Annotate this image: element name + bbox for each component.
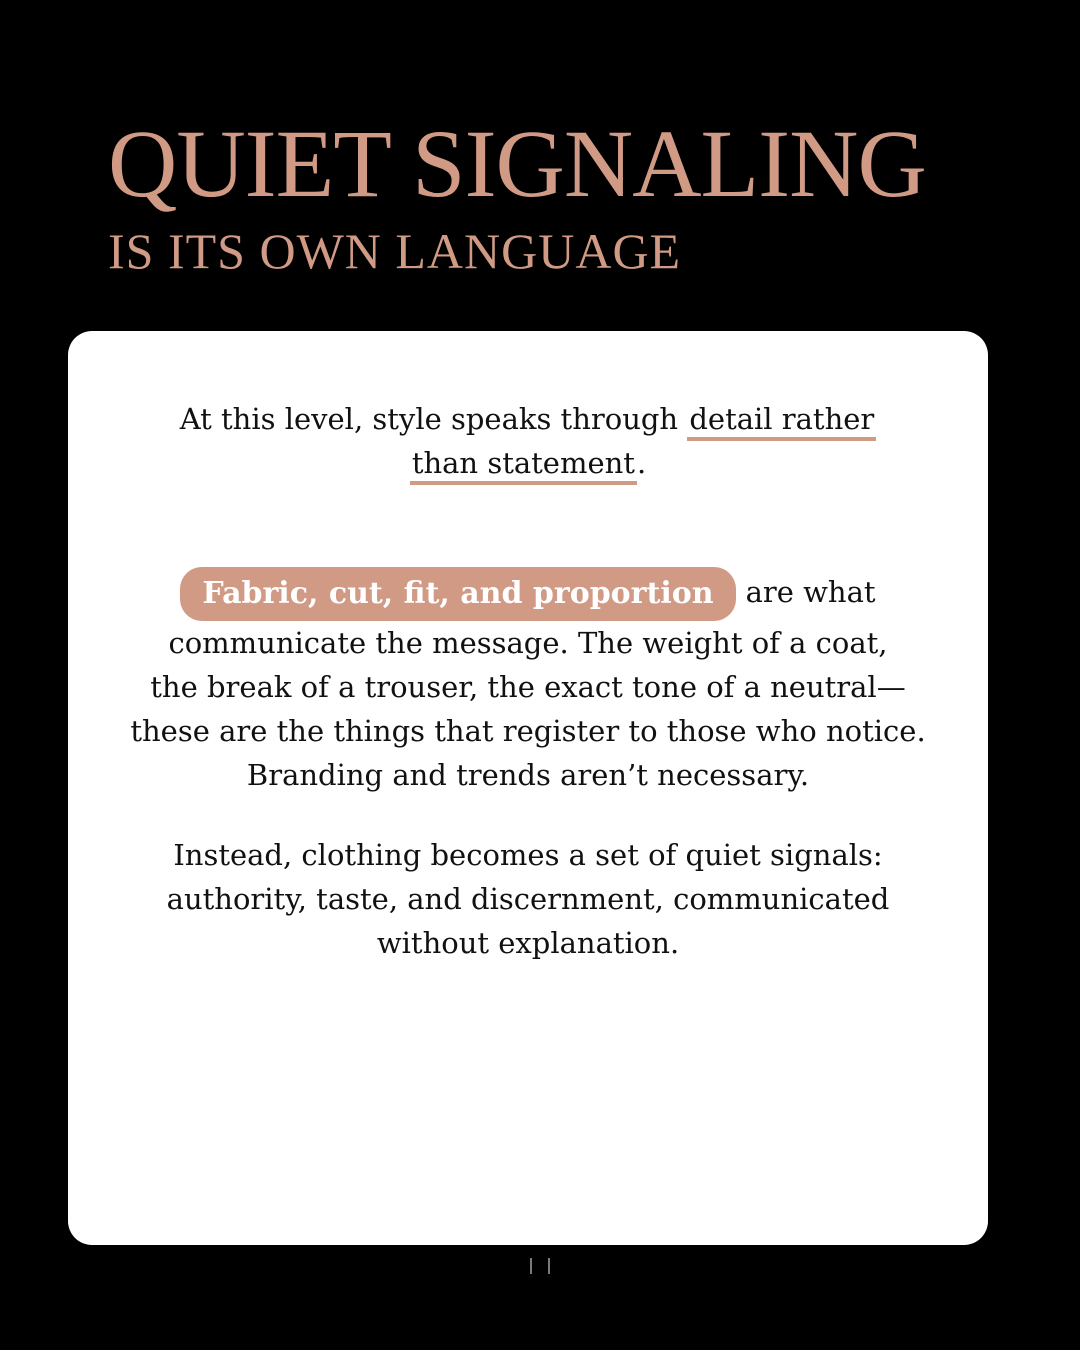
content-card [68, 331, 988, 1245]
underlined-phrase-2: than statement [410, 446, 637, 485]
intro-line-1 [68, 397, 988, 441]
underlined-phrase-1: detail rather [687, 402, 876, 441]
page-title: QUIET SIGNALING [108, 110, 926, 217]
details-line-2: communicate the message. The weight of a coat, [168, 626, 888, 660]
intro-line-2 [68, 441, 988, 485]
details-line-4: these are the things that register to those who notice. [130, 714, 926, 748]
details-line-1-rest: are what [745, 575, 876, 609]
page-indicator-bar [530, 1258, 532, 1274]
intro-text: At this level, style speaks through [179, 402, 688, 436]
page-indicator [0, 1258, 1080, 1274]
details-line-3: the break of a trouser, the exact tone of a neutral— [150, 670, 906, 704]
paragraph-intro [68, 397, 988, 485]
headline [108, 112, 1008, 280]
details-line-5: Branding and trends aren’t necessary. [246, 758, 810, 792]
page-subtitle: IS ITS OWN LANGUAGE [108, 223, 682, 279]
paragraph-conclusion [68, 833, 988, 965]
highlight-pill: Fabric, cut, fit, and proportion [180, 567, 735, 621]
page-indicator-bar [548, 1258, 550, 1274]
intro-period: . [636, 446, 647, 480]
details-line-1 [68, 567, 988, 621]
conclusion-line-2: authority, taste, and discernment, communicated [166, 882, 890, 916]
conclusion-line-3: without explanation. [376, 926, 680, 960]
conclusion-line-1: Instead, clothing becomes a set of quiet signals: [173, 838, 883, 872]
paragraph-details [68, 567, 988, 797]
